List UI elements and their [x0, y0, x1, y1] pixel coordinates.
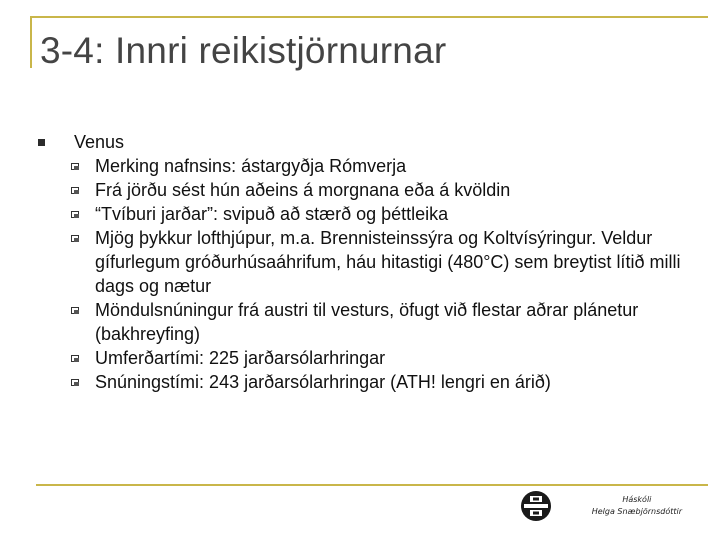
sub-bullet-item — [36, 346, 696, 370]
sub-bullet-text: Möndulsnúningur frá austri til vesturs, öfugt við flestar aðrar plánetur (bakhreyfing) — [95, 300, 639, 344]
slide-content — [36, 130, 696, 394]
sub-bullet-item — [36, 370, 696, 394]
sub-bullet-text: Umferðartími: 225 jarðarsólarhringar — [95, 348, 386, 368]
sub-bullet-item — [36, 202, 696, 226]
main-item-label: Venus — [74, 132, 125, 152]
sub-bullet-text: “Tvíburi jarðar”: svipuð að stærð og þéttleika — [95, 204, 449, 224]
bullet-venus — [36, 130, 696, 154]
slide-title: 3-4: Innri reikistjörnurnar — [40, 30, 447, 71]
square-bullet-icon — [38, 139, 45, 146]
sub-bullet-text: Merking nafnsins: ástargyðja Rómverja — [95, 156, 407, 176]
sub-bullet-text: Snúningstími: 243 jarðarsólarhringar (ATH! lengri en árið) — [95, 372, 551, 392]
checkbox-bullet-icon — [71, 379, 79, 386]
checkbox-bullet-icon — [71, 163, 79, 170]
sub-bullet-item — [36, 298, 696, 346]
footer-divider — [36, 484, 708, 486]
checkbox-bullet-icon — [71, 187, 79, 194]
institution-name: Háskóli — [622, 495, 652, 504]
checkbox-bullet-icon — [71, 355, 79, 362]
university-logo-icon — [520, 490, 552, 522]
sub-bullet-item — [36, 178, 696, 202]
author-name: Helga Snæbjörnsdóttir — [591, 507, 682, 516]
sub-bullet-item — [36, 154, 696, 178]
checkbox-bullet-icon — [71, 211, 79, 218]
checkbox-bullet-icon — [71, 307, 79, 314]
footer-credits — [592, 494, 682, 518]
sub-bullet-item — [36, 226, 696, 298]
sub-bullet-text: Frá jörðu sést hún aðeins á morgnana eða á kvöldin — [95, 180, 511, 200]
sub-bullet-list — [36, 154, 696, 394]
sub-bullet-text: Mjög þykkur lofthjúpur, m.a. Brennisteinssýra og Koltvísýringur. Veldur gífurlegum gróðurhúsaáhrifum, háu hitastigi (480°C) sem breytist lítið milli dags og nætur — [95, 228, 681, 296]
checkbox-bullet-icon — [71, 235, 79, 242]
